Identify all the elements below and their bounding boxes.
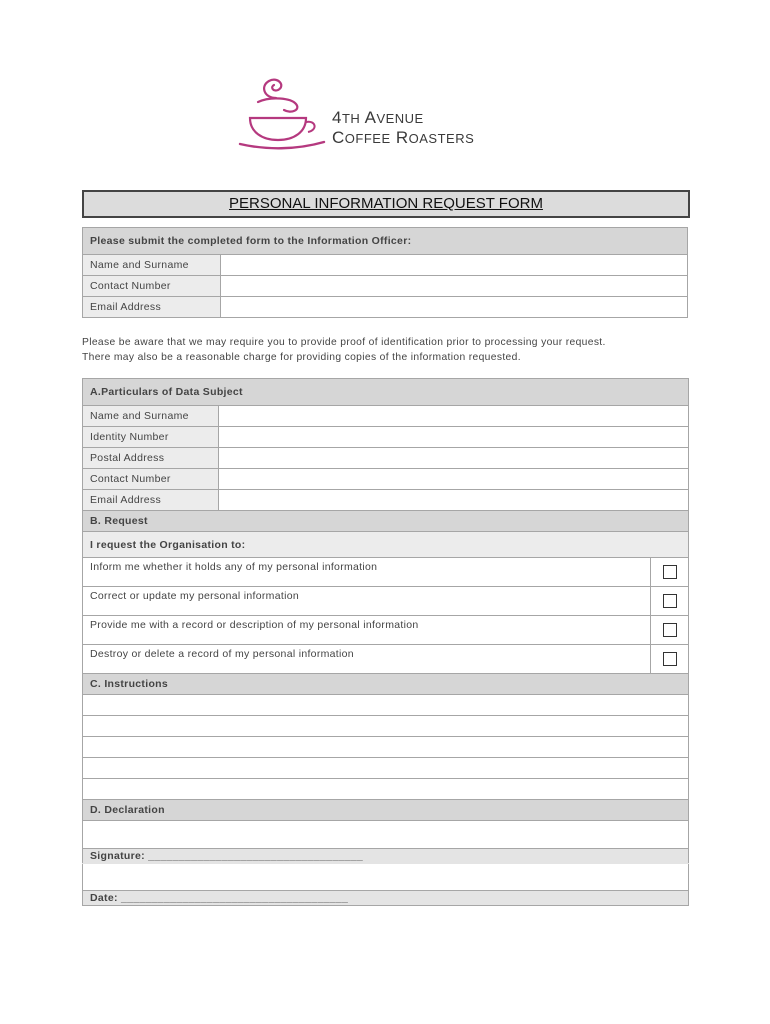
declaration-blank <box>83 821 689 849</box>
identity-number-input[interactable] <box>219 427 689 448</box>
request-option-label: Provide me with a record or description of my personal information <box>83 616 651 645</box>
submit-header: Please submit the completed form to the Information Officer: <box>83 228 688 255</box>
field-label: Contact Number <box>83 276 221 297</box>
subject-email-input[interactable] <box>219 490 689 511</box>
contact-number-input[interactable] <box>221 276 688 297</box>
brand-name: 4TH AVENUE COFFEE ROASTERS <box>332 108 475 147</box>
instructions-line[interactable] <box>83 737 689 758</box>
name-surname-input[interactable] <box>221 255 688 276</box>
correct-checkbox[interactable] <box>663 594 677 608</box>
instructions-line[interactable] <box>83 758 689 779</box>
date-line[interactable]: Date: _____________________________________ <box>83 891 689 906</box>
section-c-header: C. Instructions <box>83 674 689 695</box>
signature-line[interactable]: Signature: ___________________________________ <box>83 849 689 864</box>
email-address-input[interactable] <box>221 297 688 318</box>
section-a-header: A.Particulars of Data Subject <box>83 379 689 406</box>
declaration-blank <box>83 864 689 891</box>
field-label: Email Address <box>83 297 221 318</box>
form-title: PERSONAL INFORMATION REQUEST FORM <box>82 190 690 218</box>
request-inform-checkbox-cell <box>651 558 689 587</box>
section-d-header: D. Declaration <box>83 800 689 821</box>
field-label: Name and Surname <box>83 406 219 427</box>
instructions-line[interactable] <box>83 695 689 716</box>
request-correct-checkbox-cell <box>651 587 689 616</box>
field-label: Email Address <box>83 490 219 511</box>
section-b-subheader: I request the Organisation to: <box>83 532 689 558</box>
notice-text <box>82 335 692 365</box>
subject-name-input[interactable] <box>219 406 689 427</box>
company-logo <box>236 76 536 156</box>
main-form-table <box>82 378 689 906</box>
coffee-cup-icon <box>236 76 331 156</box>
notice-line: Please be aware that we may require you to provide proof of identification prior to processing your request. <box>82 337 606 348</box>
inform-checkbox[interactable] <box>663 565 677 579</box>
field-label: Identity Number <box>83 427 219 448</box>
request-option-label: Inform me whether it holds any of my personal information <box>83 558 651 587</box>
notice-line: There may also be a reasonable charge for providing copies of the information requested. <box>82 352 521 363</box>
destroy-checkbox[interactable] <box>663 652 677 666</box>
request-option-label: Destroy or delete a record of my personal information <box>83 645 651 674</box>
section-b-header: B. Request <box>83 511 689 532</box>
record-checkbox[interactable] <box>663 623 677 637</box>
request-destroy-checkbox-cell <box>651 645 689 674</box>
field-label: Contact Number <box>83 469 219 490</box>
request-option-label: Correct or update my personal information <box>83 587 651 616</box>
instructions-line[interactable] <box>83 779 689 800</box>
instructions-line[interactable] <box>83 716 689 737</box>
field-label: Postal Address <box>83 448 219 469</box>
field-label: Name and Surname <box>83 255 221 276</box>
postal-address-input[interactable] <box>219 448 689 469</box>
submit-table <box>82 227 688 318</box>
subject-contact-input[interactable] <box>219 469 689 490</box>
request-record-checkbox-cell <box>651 616 689 645</box>
